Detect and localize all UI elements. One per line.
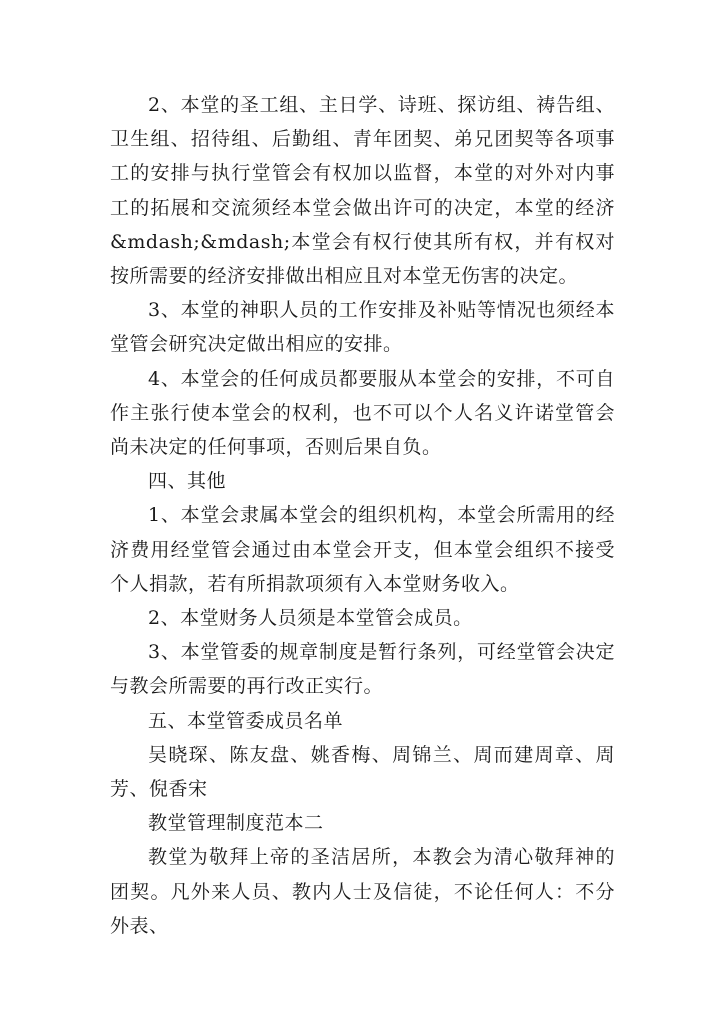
paragraph-other-2-finance-staff: 2、本堂财务人员须是本堂管会成员。 [148, 607, 473, 630]
member-names: 吴晓琛、陈友盘、姚香梅、周锦兰、周而建周章、周芳、倪香宋 [110, 743, 615, 801]
paragraph-other-1-funding: 1、本堂会隶属本堂会的组织机构，本堂会所需用的经济费用经堂管会通过由本堂会开支，但本堂会组织不接受个人捐款，若有所捐款项须有入本堂财务收入。 [110, 504, 615, 595]
section-heading-template-two: 教堂管理制度范本二 [148, 812, 324, 835]
paragraph-item-3-clergy: 3、本堂的神职人员的工作安排及补贴等情况也须经本堂管会研究决定做出相应的安排。 [110, 299, 615, 356]
section-heading-other: 四、其他 [148, 470, 227, 493]
paragraph-item-4-obedience: 4、本堂会的任何成员都要服从本堂会的安排，不可自作主张行使本堂会的权利，也不可以个人名义许诺堂管会尚未决定的任何事项，否则后果自负。 [110, 367, 615, 459]
paragraph-item-2-oversight: 2、本堂的圣工组、主日学、诗班、探访组、祷告组、卫生组、招待组、后勤组、青年团契、弟兄团契等各项事工的安排与执行堂管会有权加以监督，本堂的对外对内事工的拓展和交流须经本堂会做出许可的决定，本堂的经济&mdash;&mdash;本堂会有权行使其所有权，并有权对按所需要的经济安排做出相应且对本堂无伤害的决定。 [110, 94, 615, 288]
section-heading-member-list: 五、本堂管委成员名单 [148, 709, 344, 732]
document-body [110, 88, 615, 943]
paragraph-template-two-intro: 教堂为敬拜上帝的圣洁居所，本教会为清心敬拜神的团契。凡外来人员、教内人士及信徒，不论任何人：不分外表、 [110, 846, 615, 937]
paragraph-other-3-regulations: 3、本堂管委的规章制度是暂行条列，可经堂管会决定与教会所需要的再行改正实行。 [110, 641, 615, 698]
